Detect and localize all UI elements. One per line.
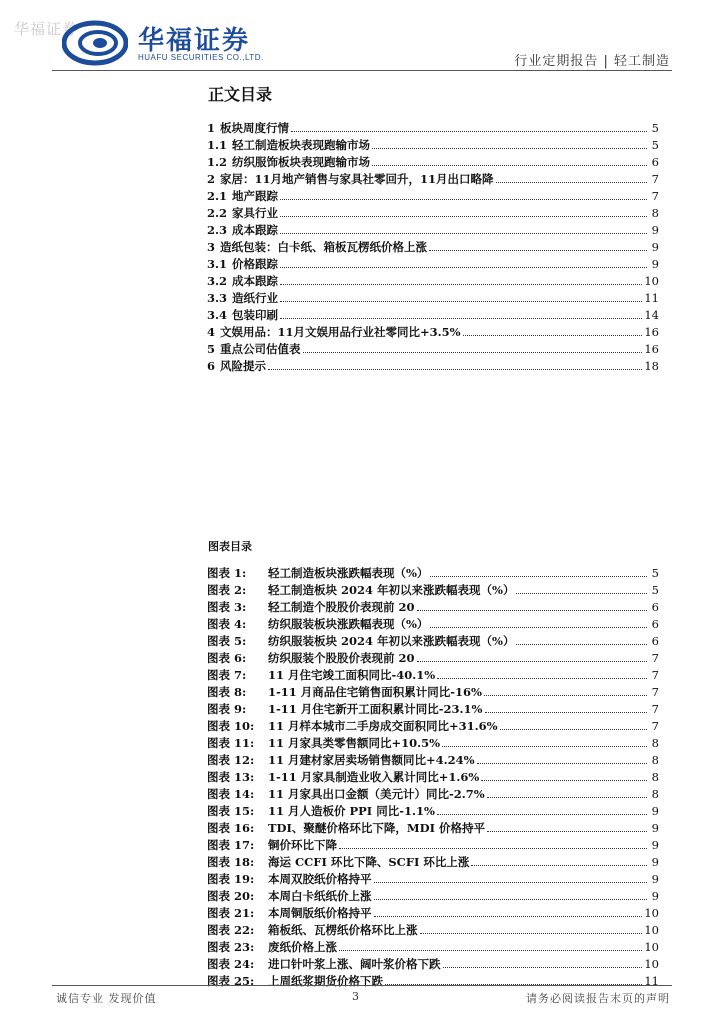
figure-title: TDI、聚醚价格环比下降，MDI 价格持平 bbox=[268, 821, 485, 835]
dot-leader bbox=[487, 818, 647, 832]
dot-leader bbox=[463, 322, 643, 336]
toc-entry-title: 包装印刷 bbox=[232, 308, 279, 322]
toc-entry-title: 成本跟踪 bbox=[232, 223, 279, 237]
figure-entry[interactable] bbox=[207, 682, 659, 699]
figure-entry[interactable] bbox=[207, 733, 659, 750]
figure-title: 上周纸浆期货价格下跌 bbox=[268, 974, 383, 988]
footer-divider bbox=[52, 985, 672, 986]
figure-label: 图表 1: bbox=[207, 566, 247, 580]
figure-title: 本周铜版纸价格持平 bbox=[268, 906, 372, 920]
figure-page: 7 bbox=[651, 685, 659, 699]
dot-leader bbox=[280, 288, 642, 302]
figure-page: 11 bbox=[644, 974, 659, 988]
figure-label: 图表 22: bbox=[207, 923, 255, 937]
figure-label: 图表 18: bbox=[207, 855, 255, 869]
toc-entry-title: 家具行业 bbox=[232, 206, 279, 220]
figure-entry[interactable] bbox=[207, 954, 659, 971]
figure-label: 图表 11: bbox=[207, 736, 255, 750]
dot-leader bbox=[437, 801, 647, 815]
figure-title: 1-11 月商品住宅销售面积累计同比-16% bbox=[268, 685, 482, 699]
dot-leader bbox=[280, 220, 647, 234]
dot-leader bbox=[291, 118, 647, 132]
dot-leader bbox=[280, 254, 647, 268]
toc-entry-number: 1 bbox=[207, 121, 216, 135]
toc-entry-number: 3.2 bbox=[207, 274, 228, 288]
figure-label: 图表 17: bbox=[207, 838, 255, 852]
figure-list-title: 图表目录 bbox=[208, 540, 252, 553]
figure-label: 图表 4: bbox=[207, 617, 247, 631]
toc-entry-title: 文娱用品：11月文娱用品行业社零同比+3.5% bbox=[220, 325, 461, 339]
figure-entry[interactable] bbox=[207, 665, 659, 682]
figure-title: 纺织服装个股股价表现前 20 bbox=[268, 651, 415, 665]
figure-page: 10 bbox=[644, 940, 659, 954]
figure-entry[interactable] bbox=[207, 801, 659, 818]
logo-swirl-icon bbox=[62, 20, 128, 66]
figure-entry[interactable] bbox=[207, 648, 659, 665]
figure-title: 11 月样本城市二手房成交面积同比+31.6% bbox=[268, 719, 498, 733]
figure-page: 8 bbox=[651, 770, 659, 784]
toc-entry-title: 纺织服饰板块表现跑输市场 bbox=[232, 155, 371, 169]
toc-entry[interactable] bbox=[207, 186, 659, 203]
dot-leader bbox=[487, 784, 647, 798]
toc-entry-number: 2.3 bbox=[207, 223, 228, 237]
toc-entry-page: 7 bbox=[651, 189, 659, 203]
toc-entry-number: 2 bbox=[207, 172, 216, 186]
figure-entry[interactable] bbox=[207, 835, 659, 852]
dot-leader bbox=[417, 648, 647, 662]
dot-leader bbox=[437, 665, 647, 679]
dot-leader bbox=[268, 356, 642, 370]
dot-leader bbox=[372, 152, 647, 166]
figure-entry[interactable] bbox=[207, 767, 659, 784]
figure-title: 纺织服装板块 2024 年初以来涨跌幅表现（%） bbox=[268, 634, 515, 648]
toc-entry[interactable] bbox=[207, 152, 659, 169]
figure-label: 图表 13: bbox=[207, 770, 255, 784]
dot-leader bbox=[420, 920, 643, 934]
toc-entry-title: 板块周度行情 bbox=[220, 121, 290, 135]
figure-label: 图表 25: bbox=[207, 974, 255, 988]
toc-entry-page: 7 bbox=[651, 172, 659, 186]
figure-page: 9 bbox=[651, 872, 659, 886]
dot-leader bbox=[496, 169, 647, 183]
toc-entry[interactable] bbox=[207, 220, 659, 237]
figure-entry[interactable] bbox=[207, 699, 659, 716]
figure-page: 9 bbox=[651, 889, 659, 903]
figure-label: 图表 19: bbox=[207, 872, 255, 886]
figure-list bbox=[207, 563, 659, 988]
figure-page: 9 bbox=[651, 838, 659, 852]
dot-leader bbox=[516, 580, 647, 594]
figure-entry[interactable] bbox=[207, 869, 659, 886]
figure-label: 图表 20: bbox=[207, 889, 255, 903]
company-logo bbox=[62, 20, 272, 66]
dot-leader bbox=[516, 631, 647, 645]
figure-label: 图表 23: bbox=[207, 940, 255, 954]
figure-label: 图表 15: bbox=[207, 804, 255, 818]
dot-leader bbox=[481, 767, 647, 781]
figure-label: 图表 21: bbox=[207, 906, 255, 920]
figure-entry[interactable] bbox=[207, 597, 659, 614]
figure-label: 图表 12: bbox=[207, 753, 255, 767]
figure-title: 11 月家具出口金额（美元计）同比-2.7% bbox=[268, 787, 485, 801]
figure-title: 轻工制造板块涨跌幅表现（%） bbox=[268, 566, 429, 580]
figure-label: 图表 9: bbox=[207, 702, 247, 716]
figure-entry[interactable] bbox=[207, 818, 659, 835]
toc-entry-number: 2.1 bbox=[207, 189, 228, 203]
toc-entry[interactable] bbox=[207, 288, 659, 305]
figure-title: 铜价环比下降 bbox=[268, 838, 337, 852]
figure-page: 6 bbox=[651, 617, 659, 631]
logo-name-cn: 华福证券 bbox=[138, 26, 251, 56]
toc-entry-number: 3.4 bbox=[207, 308, 228, 322]
toc-entry-page: 5 bbox=[651, 138, 659, 152]
toc-entry[interactable] bbox=[207, 254, 659, 271]
figure-title: 本周白卡纸纸价上涨 bbox=[268, 889, 372, 903]
figure-title: 海运 CCFI 环比下降、SCFI 环比上涨 bbox=[268, 855, 470, 869]
figure-entry[interactable] bbox=[207, 784, 659, 801]
dot-leader bbox=[477, 750, 647, 764]
figure-title: 11 月家具类零售额同比+10.5% bbox=[268, 736, 441, 750]
toc-entry-number: 1.2 bbox=[207, 155, 228, 169]
logo-name-en: HUAFU SECURITIES CO.,LTD. bbox=[138, 53, 264, 62]
toc-entry-page: 11 bbox=[644, 291, 659, 305]
toc-entry[interactable] bbox=[207, 305, 659, 322]
figure-label: 图表 14: bbox=[207, 787, 255, 801]
toc-entry-page: 16 bbox=[644, 342, 659, 356]
toc-entry-number: 2.2 bbox=[207, 206, 228, 220]
toc-entry-page: 16 bbox=[644, 325, 659, 339]
figure-label: 图表 10: bbox=[207, 719, 255, 733]
figure-page: 6 bbox=[651, 600, 659, 614]
dot-leader bbox=[303, 339, 643, 353]
toc-entry-title: 重点公司估值表 bbox=[220, 342, 301, 356]
toc-entry[interactable] bbox=[207, 169, 659, 186]
figure-entry[interactable] bbox=[207, 852, 659, 869]
figure-page: 9 bbox=[651, 821, 659, 835]
toc-entry-number: 3.1 bbox=[207, 257, 228, 271]
figure-entry[interactable] bbox=[207, 886, 659, 903]
dot-leader bbox=[372, 135, 647, 149]
toc-entry[interactable] bbox=[207, 203, 659, 220]
page-number: 3 bbox=[352, 990, 359, 1003]
figure-title: 轻工制造板块 2024 年初以来涨跌幅表现（%） bbox=[268, 583, 515, 597]
dot-leader bbox=[485, 699, 648, 713]
footer-disclaimer: 请务必阅读报告末页的声明 bbox=[526, 992, 670, 1005]
figure-page: 9 bbox=[651, 804, 659, 818]
figure-label: 图表 6: bbox=[207, 651, 247, 665]
toc-entry-number: 3.3 bbox=[207, 291, 228, 305]
dot-leader bbox=[484, 682, 647, 696]
figure-entry[interactable] bbox=[207, 716, 659, 733]
toc-entry-title: 造纸行业 bbox=[232, 291, 279, 305]
figure-label: 图表 3: bbox=[207, 600, 247, 614]
figure-title: 11 月建材家居卖场销售额同比+4.24% bbox=[268, 753, 475, 767]
toc-entry-number: 4 bbox=[207, 325, 216, 339]
footer-slogan: 诚信专业 发现价值 bbox=[56, 992, 157, 1005]
dot-leader bbox=[280, 186, 647, 200]
dot-leader bbox=[430, 614, 647, 628]
figure-page: 10 bbox=[644, 957, 659, 971]
figure-title: 废纸价格上涨 bbox=[268, 940, 337, 954]
figure-label: 图表 2: bbox=[207, 583, 247, 597]
figure-entry[interactable] bbox=[207, 631, 659, 648]
figure-page: 7 bbox=[651, 668, 659, 682]
toc-entry[interactable] bbox=[207, 118, 659, 135]
toc-entry-number: 6 bbox=[207, 359, 216, 373]
figure-entry[interactable] bbox=[207, 937, 659, 954]
figure-title: 本周双胶纸价格持平 bbox=[268, 872, 372, 886]
toc-entry-page: 10 bbox=[644, 274, 659, 288]
figure-page: 5 bbox=[651, 583, 659, 597]
figure-page: 7 bbox=[651, 702, 659, 716]
figure-page: 10 bbox=[644, 906, 659, 920]
figure-label: 图表 16: bbox=[207, 821, 255, 835]
figure-label: 图表 24: bbox=[207, 957, 255, 971]
toc-entry-number: 3 bbox=[207, 240, 216, 254]
toc-entry-title: 价格跟踪 bbox=[232, 257, 279, 271]
dot-leader bbox=[385, 971, 642, 985]
toc-entry-page: 14 bbox=[644, 308, 659, 322]
header-divider bbox=[52, 70, 672, 71]
toc-entry-title: 家居：11月地产销售与家具社零回升，11月出口略降 bbox=[220, 172, 494, 186]
toc-entry-page: 5 bbox=[651, 121, 659, 135]
figure-entry[interactable] bbox=[207, 580, 659, 597]
dot-leader bbox=[280, 203, 647, 217]
toc-entry-title: 风险提示 bbox=[220, 359, 267, 373]
figure-title: 1-11 月住宅新开工面积累计同比-23.1% bbox=[268, 702, 483, 716]
dot-leader bbox=[417, 597, 647, 611]
toc-entry[interactable] bbox=[207, 237, 659, 254]
toc-entry[interactable] bbox=[207, 356, 659, 373]
figure-entry[interactable] bbox=[207, 750, 659, 767]
toc-entry-page: 9 bbox=[651, 240, 659, 254]
toc-entry-page: 6 bbox=[651, 155, 659, 169]
toc-entry-number: 5 bbox=[207, 342, 216, 356]
table-of-contents bbox=[207, 118, 659, 373]
toc-entry[interactable] bbox=[207, 271, 659, 288]
toc-entry[interactable] bbox=[207, 339, 659, 356]
figure-title: 11 月住宅竣工面积同比-40.1% bbox=[268, 668, 436, 682]
toc-entry-page: 18 bbox=[644, 359, 659, 373]
toc-entry[interactable] bbox=[207, 135, 659, 152]
toc-entry-title: 地产跟踪 bbox=[232, 189, 279, 203]
figure-label: 图表 5: bbox=[207, 634, 247, 648]
toc-entry-title: 轻工制造板块表现跑输市场 bbox=[232, 138, 371, 152]
figure-label: 图表 7: bbox=[207, 668, 247, 682]
figure-page: 10 bbox=[644, 923, 659, 937]
dot-leader bbox=[429, 237, 647, 251]
figure-entry[interactable] bbox=[207, 614, 659, 631]
dot-leader bbox=[374, 903, 643, 917]
toc-entry-page: 9 bbox=[651, 223, 659, 237]
dot-leader bbox=[500, 716, 647, 730]
toc-entry-page: 8 bbox=[651, 206, 659, 220]
figure-title: 纺织服装板块涨跌幅表现（%） bbox=[268, 617, 429, 631]
dot-leader bbox=[339, 835, 647, 849]
figure-page: 8 bbox=[651, 753, 659, 767]
figure-entry[interactable] bbox=[207, 563, 659, 580]
dot-leader bbox=[471, 852, 647, 866]
dot-leader bbox=[374, 869, 648, 883]
toc-entry-number: 1.1 bbox=[207, 138, 228, 152]
figure-page: 7 bbox=[651, 651, 659, 665]
dot-leader bbox=[280, 305, 642, 319]
figure-title: 进口针叶浆上涨、阔叶浆价格下跌 bbox=[268, 957, 441, 971]
watermark: 华福证券 bbox=[14, 20, 79, 38]
toc-title: 正文目录 bbox=[208, 85, 273, 104]
figure-title: 11 月人造板价 PPI 同比-1.1% bbox=[268, 804, 435, 818]
figure-page: 8 bbox=[651, 736, 659, 750]
report-type: 行业定期报告 | 轻工制造 bbox=[514, 54, 670, 69]
dot-leader bbox=[280, 271, 642, 285]
dot-leader bbox=[339, 937, 642, 951]
figure-page: 8 bbox=[651, 787, 659, 801]
figure-label: 图表 8: bbox=[207, 685, 247, 699]
figure-title: 1-11 月家具制造业收入累计同比+1.6% bbox=[268, 770, 480, 784]
figure-entry[interactable] bbox=[207, 920, 659, 937]
figure-page: 6 bbox=[651, 634, 659, 648]
toc-entry[interactable] bbox=[207, 322, 659, 339]
toc-entry-page: 9 bbox=[651, 257, 659, 271]
dot-leader bbox=[430, 563, 647, 577]
toc-entry-title: 成本跟踪 bbox=[232, 274, 279, 288]
figure-page: 7 bbox=[651, 719, 659, 733]
dot-leader bbox=[443, 954, 643, 968]
figure-page: 9 bbox=[651, 855, 659, 869]
figure-page: 5 bbox=[651, 566, 659, 580]
figure-title: 箱板纸、瓦楞纸价格环比上涨 bbox=[268, 923, 418, 937]
dot-leader bbox=[374, 886, 648, 900]
toc-entry-title: 造纸包装：白卡纸、箱板瓦楞纸价格上涨 bbox=[220, 240, 428, 254]
figure-entry[interactable] bbox=[207, 903, 659, 920]
figure-title: 轻工制造个股股价表现前 20 bbox=[268, 600, 415, 614]
dot-leader bbox=[442, 733, 647, 747]
